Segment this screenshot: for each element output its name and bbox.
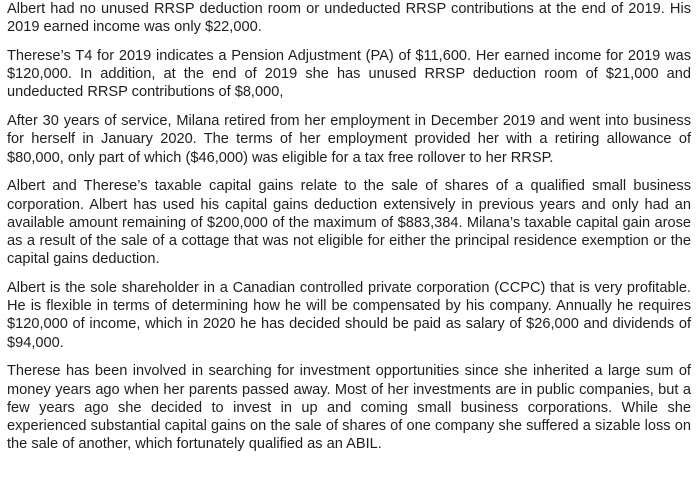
paragraph-albert-ccpc: Albert is the sole shareholder in a Canadian controlled private corporation (CCPC) that is very profitable. He is flexible in terms of determining how he will be compensated by his company. Annually he requires $120,000 of income, which in 2020 he has decided should be paid as salary of $26,000 and dividends of $94,000.: [7, 280, 691, 351]
document-body: [7, 0, 691, 464]
paragraph-therese-investments: Therese has been involved in searching for investment opportunities since she inherited a large sum of money years ago when her parents passed away. Most of her investments are in public companies, but a few years ago she decided to invest in up and coming small business corporations. While she experienced substantial capital gains on the sale of shares of one company she suffered a sizable loss on the sale of another, which fortunately qualified as an ABIL.: [7, 363, 691, 453]
paragraph-milana-retirement: After 30 years of service, Milana retired from her employment in December 2019 and went into business for herself in January 2020. The terms of her employment provided her with a retiring allowance of $80,000, only part of which ($46,000) was eligible for a tax free rollover to her RRSP.: [7, 113, 691, 166]
paragraph-therese-t4: Therese’s T4 for 2019 indicates a Pension Adjustment (PA) of $11,600. Her earned income for 2019 was $120,000. In addition, at the end of 2019 she has unused RRSP deduction room of $21,000 and undeducted RRSP contributions of $8,000,: [7, 48, 691, 101]
paragraph-capital-gains: Albert and Therese’s taxable capital gains relate to the sale of shares of a qualified small business corporation. Albert has used his capital gains deduction extensively in previous years and only had an available amount remaining of $200,000 of the maximum of $883,384. Milana’s taxable capital gain arose as a result of the sale of a cottage that was not eligible for either the principal residence exemption or the capital gains deduction.: [7, 178, 691, 268]
paragraph-albert-rrsp: Albert had no unused RRSP deduction room or undeducted RRSP contributions at the end of 2019. His 2019 earned income was only $22,000.: [7, 1, 691, 36]
